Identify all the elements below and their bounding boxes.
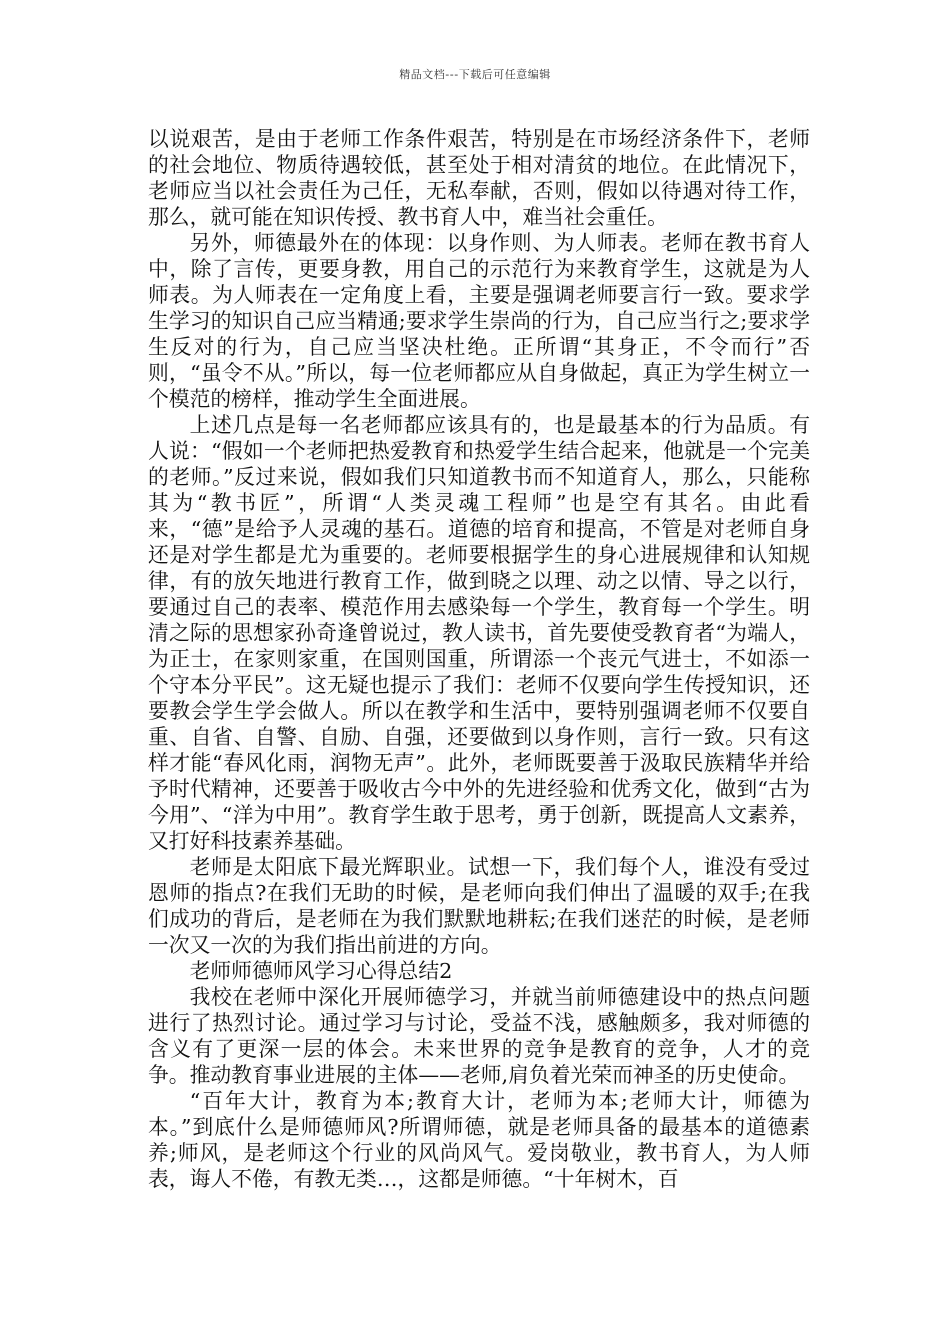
document-body	[148, 126, 810, 1192]
paragraph: 以说艰苦，是由于老师工作条件艰苦，特别是在市场经济条件下，老师的社会地位、物质待遇较低，甚至处于相对清贫的地位。在此情况下，老师应当以社会责任为己任，无私奉献，否则，假如以待遇对待工作，那么，就可能在知识传授、教书育人中，难当社会重任。	[148, 127, 810, 229]
paragraph: 上述几点是每一名老师都应该具有的，也是最基本的行为品质。有人说：“假如一个老师把热爱教育和热爱学生结合起来，他就是一个完美的老师。”反过来说，假如我们只知道教书而不知道育人，那么，只能称其为“教书匠”，所谓“人类灵魂工程师”也是空有其名。由此看来，“德”是给予人灵魂的基石。道德的培育和提高，不管是对老师自身还是对学生都是尤为重要的。老师要根据学生的身心进展规律和认知规律，有的放矢地进行教育工作，做到晓之以理、动之以情、导之以行，要通过自己的表率、模范作用去感染每一个学生，教育每一个学生。明清之际的思想家孙奇逢曾说过，教人读书，首先要使受教育者“为端人，为正士，在家则家重，在国则国重，所谓添一个丧元气进士，不如添一个守本分平民”。这无疑也提示了我们：老师不仅要向学生传授知识，还要教会学生学会做人。所以在教学和生活中，要特别强调老师不仅要自重、自省、自警、自励、自强，还要做到以身作则，言行一致。只有这样才能“春风化雨，润物无声”。此外，老师既要善于汲取民族精华并给予时代精神，还要善于吸收古今中外的先进经验和优秀文化，做到“古为今用”、“洋为中用”。教育学生敢于思考，勇于创新，既提高人文素养，又打好科技素养基础。	[148, 413, 810, 853]
paragraph: 我校在老师中深化开展师德学习，并就当前师德建设中的热点问题进行了热烈讨论。通过学习与讨论，受益不浅，感触颇多，我对师德的含义有了更深一层的体会。未来世界的竞争是教育的竞争，人才的竞争。推动教育事业进展的主体——老师,肩负着光荣而神圣的历史使命。	[148, 985, 810, 1087]
paragraph: 另外，师德最外在的体现：以身作则、为人师表。老师在教书育人中，除了言传，更要身教，用自己的示范行为来教育学生，这就是为人师表。为人师表在一定角度上看，主要是强调老师要言行一致。要求学生学习的知识自己应当精通;要求学生崇尚的行为，自己应当行之;要求学生反对的行为，自己应当坚决杜绝。正所谓“其身正，不令而行”否则，“虽令不从。”所以，每一位老师都应从自身做起，真正为学生树立一个模范的榜样，推动学生全面进展。	[148, 231, 810, 411]
section-heading: 老师师德师风学习心得总结2	[189, 959, 453, 983]
paragraph: “百年大计，教育为本;教育大计，老师为本;老师大计，师德为本。”到底什么是师德师风?所谓师德，就是老师具备的最基本的道德素养;师风，是老师这个行业的风尚风气。爱岗敬业，教书育人，为人师表，诲人不倦，有教无类…，这都是师德。“十年树木，百	[148, 1089, 810, 1191]
paragraph: 老师是太阳底下最光辉职业。试想一下，我们每个人，谁没有受过恩师的指点?在我们无助的时候，是老师向我们伸出了温暖的双手;在我们成功的背后，是老师在为我们默默地耕耘;在我们迷茫的时候，是老师一次又一次的为我们指出前进的方向。	[148, 855, 810, 957]
page-header: 精品文档---下载后可任意编辑	[399, 68, 551, 81]
